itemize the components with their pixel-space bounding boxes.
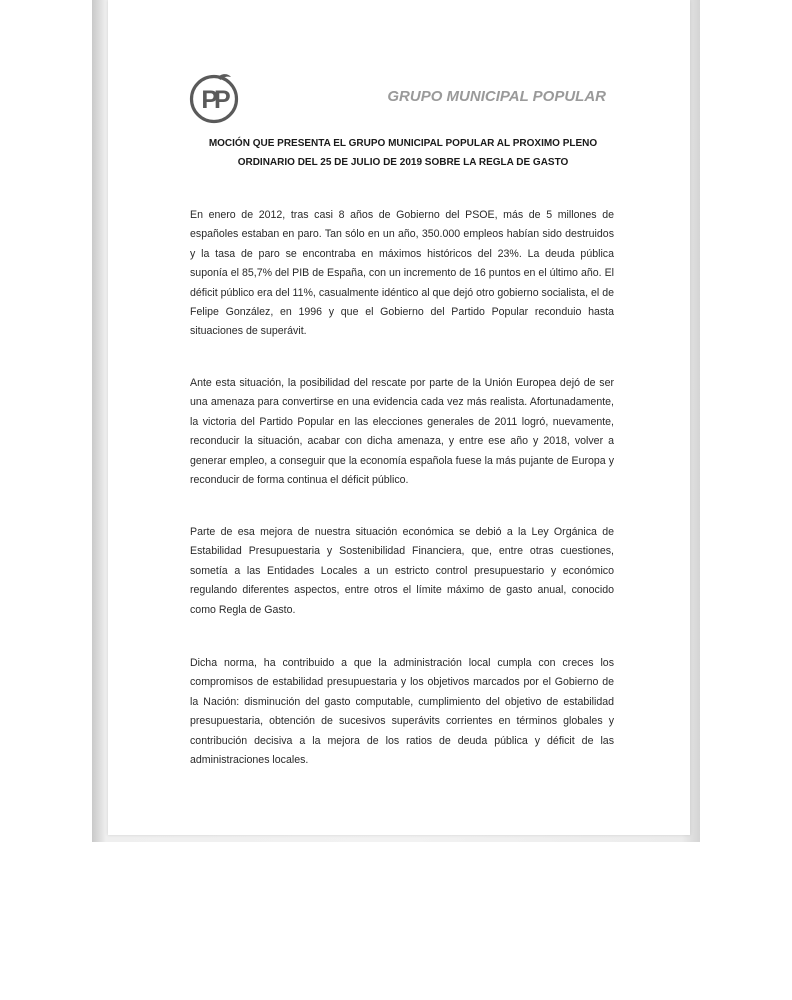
pp-logo [188,72,240,124]
paragraph-3: Parte de esa mejora de nuestra situación económica se debió a la Ley Orgánica de Estabilidad Presupuestaria y Sostenibilidad Financiera, que, entre otras cuestiones, sometía a las Entidades Locales a un estricto control presupuestario y económico regulando diferentes aspectos, entre otros el límite máximo de gasto anual, conocido como Regla de Gasto. [190,526,614,616]
title-line-2: ORDINARIO DEL 25 DE JULIO DE 2019 SOBRE LA REGLA DE GASTO [237,157,569,168]
document-title [182,134,624,172]
paragraph-4: Dicha norma, ha contribuido a que la administración local cumpla con creces los compromisos de estabilidad presupuestaria y los objetivos marcados por el Gobierno de la Nación: disminución del gasto computable, cumplimiento del objetivo de estabilidad presupuestaria, obtención de sucesivos superávits corrientes en términos globales y contribución decisiva a la mejora de los ratios de deuda pública y déficit de las administraciones locales. [190,657,614,767]
logo-text: PP [201,86,227,114]
paragraph-2: Ante esta situación, la posibilidad del rescate por parte de la Unión Europea dejó de ser una amenaza para convertirse en una evidencia cada vez más realista. Afortunadamente, la victoria del Partido Popular en las elecciones generales de 2011 logró, nuevamente, reconducir la situación, acabar con dicha amenaza, y entre ese año y 2018, volver a generar empleo, a conseguir que la economía española fuese la más pujante de Europa y reconducir de forma continua el déficit público. [190,377,614,487]
group-name: GRUPO MUNICIPAL POPULAR [387,88,606,105]
title-line-1: MOCIÓN QUE PRESENTA EL GRUPO MUNICIPAL POPULAR AL PROXIMO PLENO [208,138,598,149]
paragraph-1: En enero de 2012, tras casi 8 años de Gobierno del PSOE, más de 5 millones de españoles estaban en paro. Tan sólo en un año, 350.000 empleos habían sido destruidos y la tasa de paro se encontraba en máximos históricos del 23%. La deuda pública suponía el 85,7% del PIB de España, con un incremento de 16 puntos en el último año. El déficit público era del 11%, casualmente idéntico al que dejó otro gobierno socialista, el de Felipe González, en 1996 y que el Gobierno del Partido Popular reconduio hasta situaciones de superávit. [190,209,614,338]
